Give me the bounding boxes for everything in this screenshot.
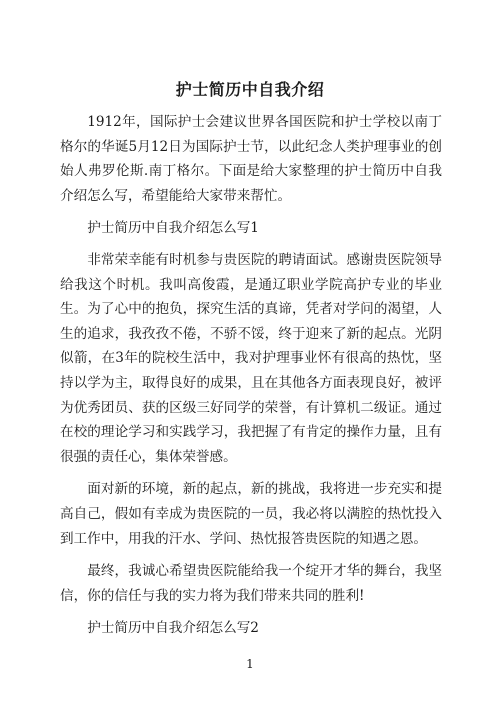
document-title: 护士简历中自我介绍: [175, 80, 325, 99]
body-paragraph-3: 最终，我诚心希望贵医院能给我一个绽开才华的舞台，我坚信，你的信任与我的实力将为我们带来共同的胜利!: [60, 563, 442, 604]
section-heading-1: 护士简历中自我介绍怎么写1: [87, 220, 259, 237]
document-body: [60, 110, 442, 648]
page-number: 1: [246, 657, 254, 671]
body-paragraph-2: 面对新的环境，新的起点，新的挑战，我将进一步充实和提高自己，假如有幸成为贵医院的一员，我必将以满腔的热忱投入到工作中，用我的汗水、学问、热忱报答贵医院的知遇之恩。: [60, 481, 442, 547]
body-paragraph-1: 非常荣幸能有时机参与贵医院的聘请面试。感谢贵医院领导给我这个时机。我叫高俊霞，是通辽职业学院高护专业的毕业生。为了心中的抱负，探究生活的真谛，凭者对学问的渴望，人生的追求，我孜孜不倦，不骄不馁，终于迎来了新的起点。光阴似箭，在3年的院校生活中，我对护理事业怀有很高的热忱，坚持以学为主，取得良好的成果，且在其他各方面表现良好，被评为优秀团员、获的区级三好同学的荣誉，有计算机二级证。通过在校的理论学习和实践学习，我把握了有肯定的操作力量，且有很强的责任心，集体荣誉感。: [60, 251, 442, 465]
section-heading-2: 护士简历中自我介绍怎么写2: [87, 620, 259, 637]
intro-paragraph: 1912年，国际护士会建议世界各国医院和护士学校以南丁格尔的华诞5月12日为国际护士节，以此纪念人类护理事业的创始人弗罗伦斯.南丁格尔。下面是给大家整理的护士简历中自我介绍怎么写，希望能给大家带来帮忙。: [60, 114, 442, 204]
